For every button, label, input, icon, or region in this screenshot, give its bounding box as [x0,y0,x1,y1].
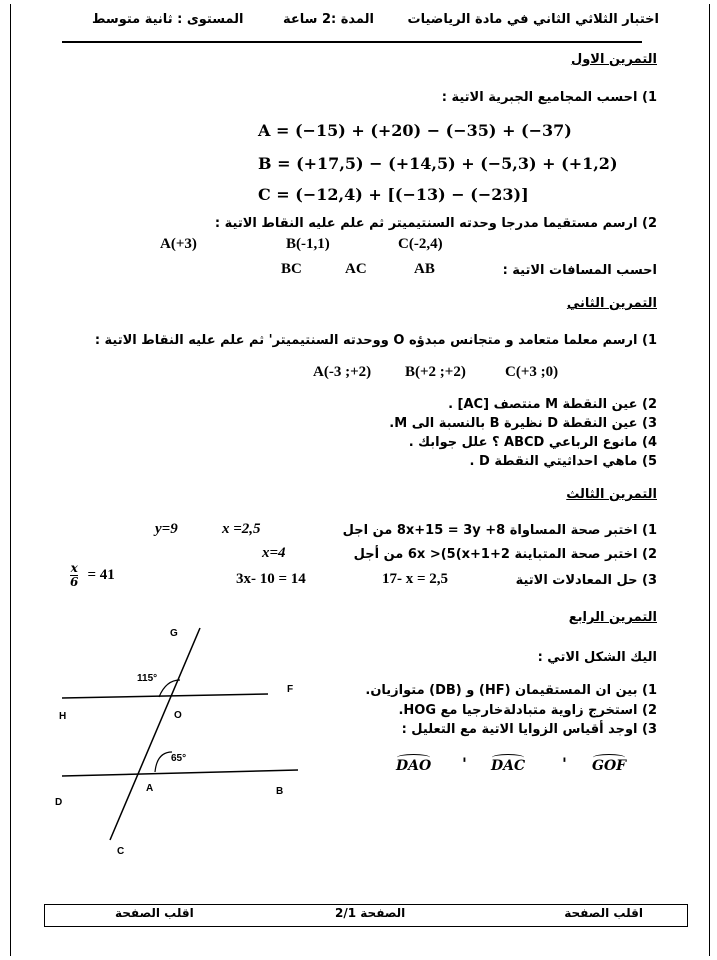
transversal-gc [110,628,200,840]
ex4-heading: التمرين الرابع [568,610,657,625]
ex4-intro: اليك الشكل الاتي : [537,650,657,665]
ex2-q4: 4) مانوع الرباعي ABCD ؟ علل جوابك . [408,435,657,450]
ex3-q1-x: x =2,5 [222,521,261,537]
footer-page-number: الصفحة 2/1 [335,906,406,920]
ex3-eq2: 3x- 10 = 14 [236,571,306,587]
label-c: C [117,846,125,857]
ex2-point-b: B(+2 ;+2) [405,364,466,380]
ex1-dist-bc: BC [281,261,302,277]
label-g: G [170,628,178,639]
ex4-angle-gof: GOF [592,758,627,774]
ex1-dist-label: احسب المسافات الاتية : [502,263,657,278]
angle-arc-65 [155,752,172,772]
ex4-separator-1: ' [562,754,567,773]
ex1-point-a: A(+3) [160,236,197,252]
ex4-q1: 1) بين ان المستقيمان (HF) و (DB) متوازيان. [365,683,657,698]
label-b: B [276,786,284,797]
ex1-dist-ab: AB [414,261,435,277]
label-angle-115: 115° [137,673,158,684]
ex3-eq3-rhs: = 41 [87,567,115,583]
ex4-separator-2: ' [462,754,467,773]
ex3-q2: 2) اختبر صحة المتباينة 2+6x >(5(x+1 من أجل [353,547,657,562]
exam-title: اختبار الثلاثي الثاني في مادة الرياضيات [407,12,659,27]
ex3-q1-y: y=9 [155,521,178,537]
ex2-point-c: C(+3 ;0) [505,364,559,380]
exam-level: المستوى : ثانية متوسط [92,12,244,27]
ex2-point-a: A(-3 ;+2) [313,364,372,380]
ex3-eq3-numerator: x [70,561,78,575]
ex4-q2: 2) استخرج زاوية متبادلةخارجيا مع HOG. [398,703,657,718]
ex1-q2: 2) ارسم مستقيما مدرجا وحدته السنتيميتر ثم علم عليه النقاط الاتية : [214,216,657,231]
label-d: D [55,797,63,808]
ex3-q3: 3) حل المعادلات الاتية [515,573,657,588]
footer-left: اقلب الصفحة [115,906,194,920]
ex2-heading: التمرين الثاني [566,296,657,311]
ex3-eq1: 17- x = 2,5 [382,571,449,587]
exam-duration: المدة :2 ساعة [283,12,374,27]
ex3-q1: 1) اختبر صحة المساواة 8x+15 = 3y +8 من اجل [342,523,657,538]
ex2-q1: 1) ارسم معلما متعامد و متجانس مبدؤه O ووحدته السنتيميتر' ثم علم عليه النقاط الاتية : [94,333,657,348]
ex3-eq3-denominator: 6 [70,575,79,589]
label-h: H [59,711,67,722]
ex4-angle-dac: DAC [491,758,526,774]
ex1-dist-ac: AC [345,261,367,277]
page-footer [44,904,688,927]
ex2-q5: 5) ماهي احداثيتي النقطة D . [469,454,657,469]
label-f: F [287,684,294,695]
ex1-eq-b: B = (+17,5) − (+14,5) + (−5,3) + (+1,2) [258,154,618,173]
line-hf [62,694,268,698]
ex3-heading: التمرين الثالث [566,487,657,502]
line-db [62,770,298,776]
ex2-q2: 2) عين النقطة M منتصف [AC] . [448,397,657,412]
ex1-q1: 1) احسب المجاميع الجبرية الاتية : [441,90,657,105]
label-angle-65: 65° [171,753,187,764]
ex4-angle-dao: DAO [396,758,432,774]
ex1-heading: التمرين الاول [570,52,657,67]
label-a: A [146,783,154,794]
ex4-q3: 3) اوجد أقياس الزوايا الاتية مع التعليل : [401,722,657,737]
footer-right: اقلب الصفحة [564,906,643,920]
ex1-point-c: C(-2,4) [398,236,443,252]
ex1-eq-c: C = (−12,4) + [(−13) − (−23)] [258,185,529,204]
label-o: O [174,710,182,721]
ex1-point-b: B(-1,1) [286,236,330,252]
ex3-q2-x: x=4 [262,545,286,561]
ex2-q3: 3) عين النقطة D نظيرة B بالنسبة الى M. [389,416,657,431]
ex1-eq-a: A = (−15) + (+20) − (−35) + (−37) [258,121,572,140]
